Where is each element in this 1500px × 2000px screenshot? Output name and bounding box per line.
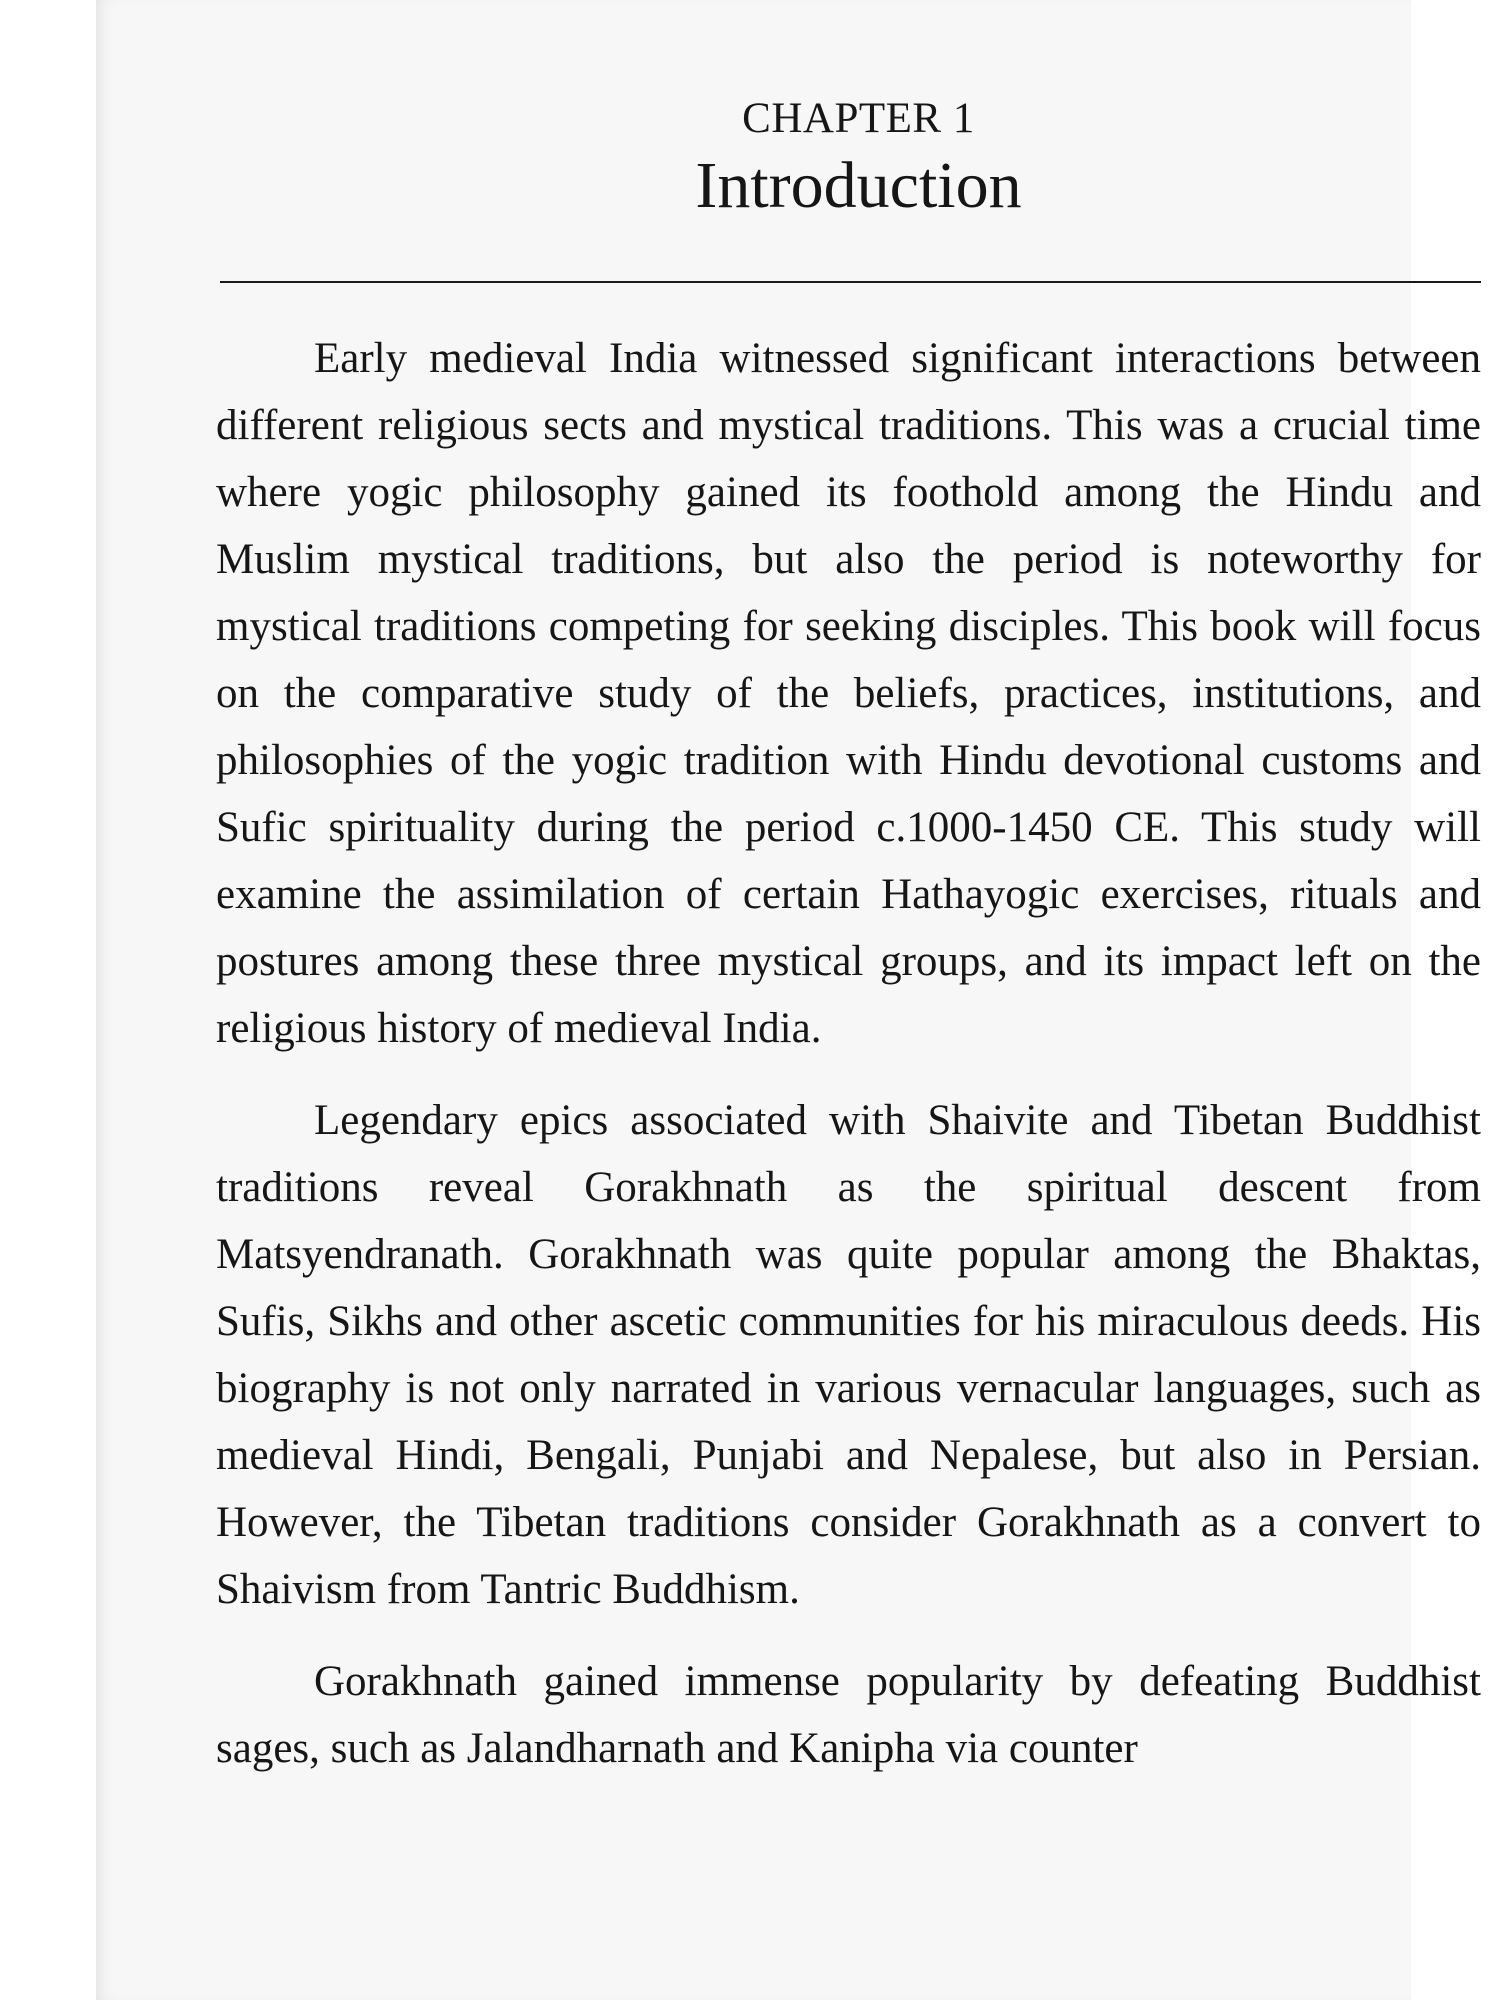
paragraph-1: Early medieval India witnessed significant interactions between different religious sects and mystical traditions. This was a crucial time where yogic philosophy gained its foothold among the Hindu and Muslim mystical traditions, but also the period is noteworthy for mystical traditions competing for seeking disciples. This book will focus on the comparative study of the beliefs, practices, institutions, and philosophies of the yogic tradition with Hindu devotional customs and Sufic spirituality during the period c.1000-1450 CE. This study will examine the assimilation of certain Hathayogic exercises, rituals and postures among these three mystical groups, and its impact left on the religious history of medieval India. bbox=[216, 335, 1481, 1052]
book-page bbox=[96, 0, 1481, 2000]
paragraph-2: Legendary epics associated with Shaivite and Tibetan Buddhist traditions reveal Gorakhnath as the spiritual descent from Matsyendranath. Gorakhnath was quite popular among the Bhaktas, Sufis, Sikhs and other ascetic communities for his miraculous deeds. His biography is not only narrated in various vernacular languages, such as medieval Hindi, Bengali, Punjabi and Nepalese, but also in Persian. However, the Tibetan traditions consider Gorakhnath as a convert to Shaivism from Tantric Buddhism. bbox=[216, 1097, 1481, 1613]
paragraph-3: Gorakhnath gained immense popularity by defeating Buddhist sages, such as Jalandharnath and Kanipha via counter bbox=[216, 1658, 1481, 1772]
chapter-label: CHAPTER 1 bbox=[742, 95, 975, 142]
body-text bbox=[216, 325, 1481, 1782]
title-divider bbox=[220, 281, 1481, 283]
chapter-title: Introduction bbox=[695, 149, 1022, 222]
page-content bbox=[216, 95, 1481, 1807]
